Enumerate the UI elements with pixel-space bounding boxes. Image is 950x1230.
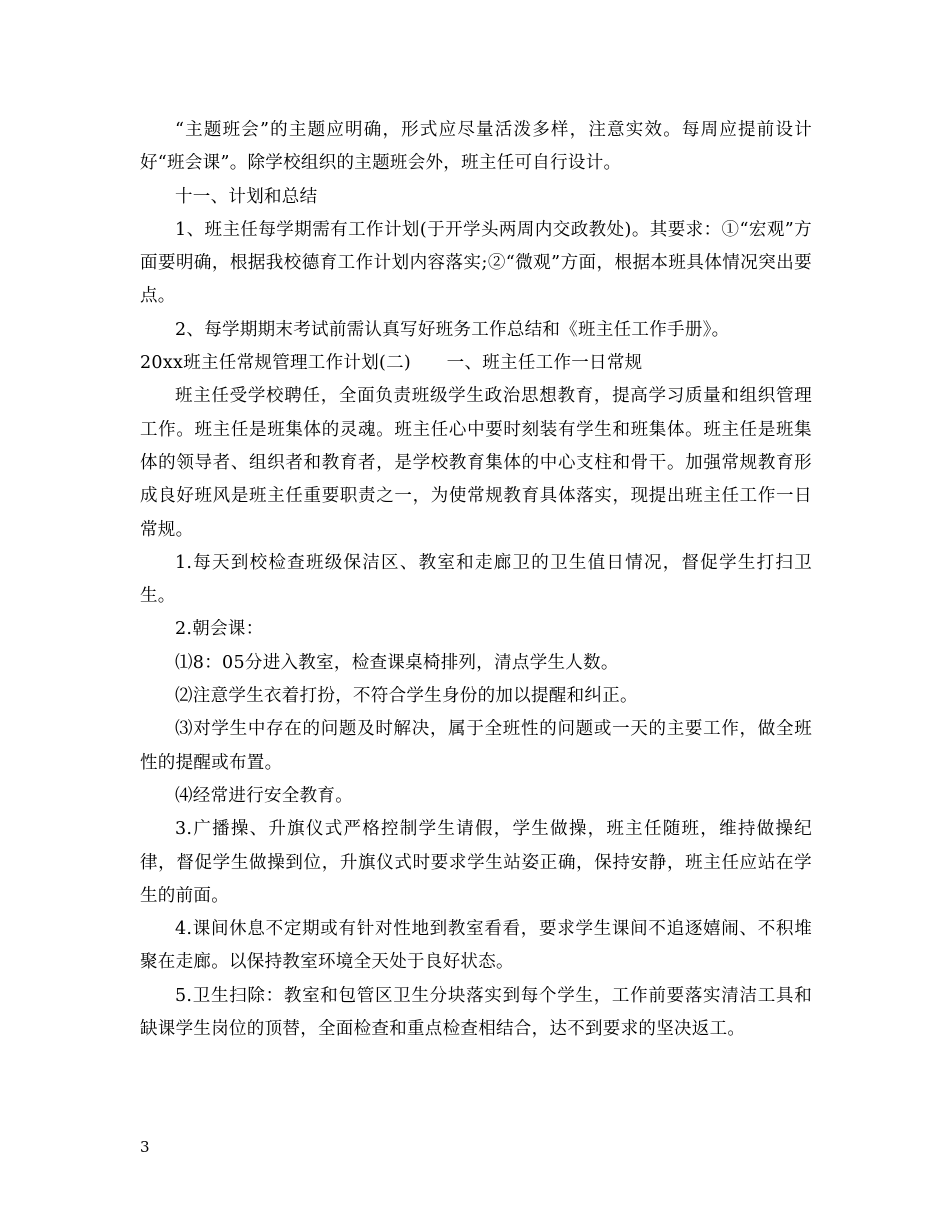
section-heading-plan-summary: 十一、计划和总结: [175, 186, 318, 207]
list-item-recess: 4.课间休息不定期或有针对性地到教室看看，要求学生课间不追逐嬉闹、不积堆聚在走廊。以保持教室环境全天处于良好状态。: [140, 919, 812, 973]
list-item-daily-check: 1.每天到校检查班级保洁区、教室和走廊卫的卫生值日情况，督促学生打扫卫生。: [140, 552, 812, 607]
sub-item-safety-education: ⑷经常进行安全教育。: [175, 785, 353, 806]
document-body: [140, 114, 812, 1046]
paragraph-theme-meeting: “主题班会”的主题应明确，形式应尽量活泼多样，注意实效。每周应提前设计好“班会课”。除学校组织的主题班会外，班主任可自行设计。: [140, 120, 812, 174]
sub-item-dress-check: ⑵注意学生衣着打扮，不符合学生身份的加以提醒和纠正。: [175, 686, 638, 707]
sub-item-enter-classroom: ⑴8：05分进入教室，检查课桌椅排列，清点学生人数。: [175, 652, 619, 673]
list-item-cleaning: 5.卫生扫除：教室和包管区卫生分块落实到每个学生，工作前要落实清洁工具和缺课学生岗位的顶替，全面检查和重点检查相结合，达不到要求的坚决返工。: [140, 985, 812, 1040]
page-number: 3: [140, 1138, 150, 1156]
paragraph-work-plan: 1、班主任每学期需有工作计划(于开学头两周内交政教处)。其要求：①“宏观”方面要明确，根据我校德育工作计划内容落实;②“微观”方面，根据本班具体情况突出要点。: [140, 219, 812, 307]
paragraph-teacher-duties: 班主任受学校聘任，全面负责班级学生政治思想教育，提高学习质量和组织管理工作。班主任是班集体的灵魂。班主任心中要时刻装有学生和班集体。班主任是班集体的领导者、组织者和教育者，是学校教育集体的中心支柱和骨干。加强常规教育形成良好班风是班主任重要职责之一，为使常规教育具体落实，现提出班主任工作一日常规。: [140, 386, 812, 540]
document-subtitle: 20xx班主任常规管理工作计划(二) 一、班主任工作一日常规: [140, 353, 643, 374]
list-item-morning-class: 2.朝会课：: [175, 619, 264, 640]
sub-item-solve-problems: ⑶对学生中存在的问题及时解决，属于全班性的问题或一天的主要工作，做全班性的提醒或布置。: [140, 719, 812, 773]
paragraph-work-summary: 2、每学期期末考试前需认真写好班务工作总结和《班主任工作手册》。: [175, 319, 730, 340]
list-item-broadcast-exercise: 3.广播操、升旗仪式严格控制学生请假，学生做操，班主任随班，维持做操纪律，督促学生做操到位，升旗仪式时要求学生站姿正确，保持安静，班主任应站在学生的前面。: [140, 819, 812, 906]
